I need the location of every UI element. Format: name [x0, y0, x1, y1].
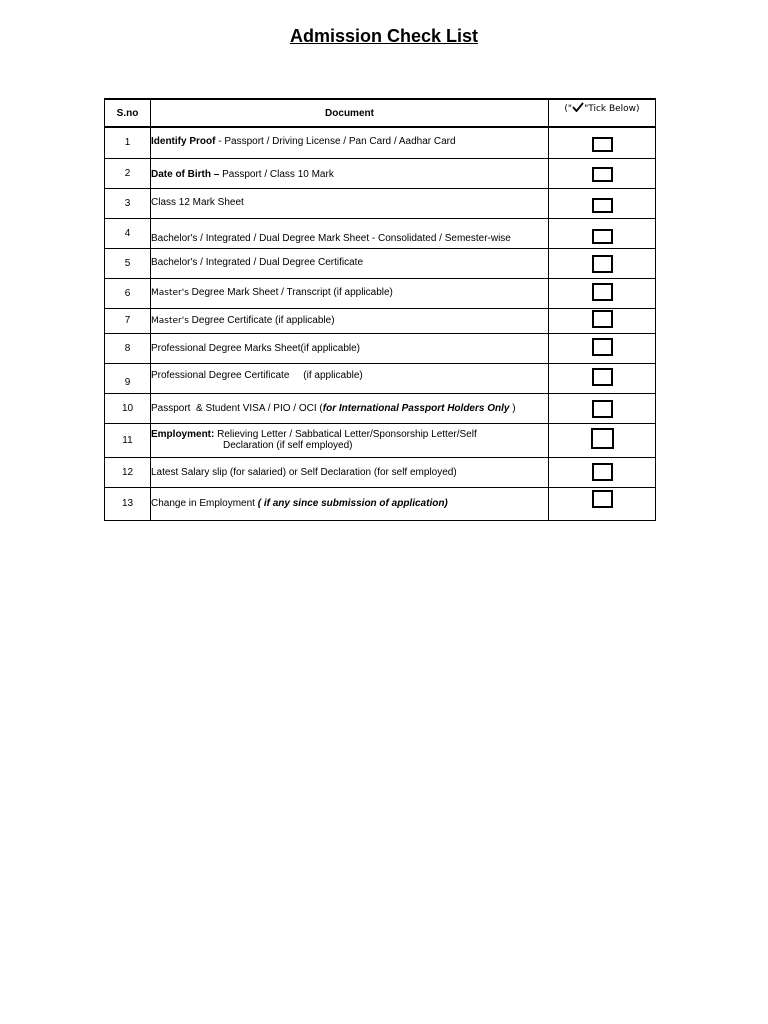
- document-text: Class 12 Mark Sheet: [151, 196, 244, 208]
- row-number: 2: [105, 158, 151, 188]
- document-text: Degree Certificate (if applicable): [188, 314, 335, 326]
- checkbox-icon[interactable]: [592, 400, 613, 418]
- row-number: 3: [105, 188, 151, 218]
- checkbox-icon[interactable]: [592, 310, 613, 328]
- document-header: Document: [151, 99, 549, 127]
- document-cell: [151, 363, 549, 393]
- document-label: Master's: [151, 288, 189, 298]
- table-row: [105, 487, 656, 520]
- checkbox-icon[interactable]: [592, 463, 613, 481]
- document-text: Professional Degree Certificate (if applicable): [151, 369, 363, 381]
- document-text: Relieving Letter / Sabbatical Letter/Sponsorship Letter/Self: [214, 429, 477, 440]
- checklist-table: [104, 98, 656, 521]
- checkbox-icon[interactable]: [592, 137, 613, 152]
- table-row: [105, 218, 656, 248]
- document-cell: [151, 457, 549, 487]
- document-cell: [151, 393, 549, 423]
- tick-cell: [549, 158, 656, 188]
- document-label: Date of Birth –: [151, 168, 220, 180]
- document-cell: [151, 127, 549, 158]
- checkbox-icon[interactable]: [592, 368, 613, 386]
- row-number: 11: [105, 423, 151, 457]
- row-number: 4: [105, 218, 151, 248]
- document-cell: [151, 248, 549, 278]
- tick-cell: [549, 248, 656, 278]
- tick-cell: [549, 487, 656, 520]
- tick-cell: [549, 278, 656, 308]
- document-cell: [151, 308, 549, 333]
- document-text-end: ): [509, 402, 516, 414]
- tick-cell: [549, 393, 656, 423]
- checkbox-icon[interactable]: [592, 198, 613, 213]
- tick-cell: [549, 333, 656, 363]
- sno-header: S.no: [105, 99, 151, 127]
- document-text: Bachelor's / Integrated / Dual Degree Certificate: [151, 256, 364, 268]
- row-number: 13: [105, 487, 151, 520]
- document-text: Passport / Class 10 Mark: [219, 168, 334, 180]
- tick-cell: [549, 127, 656, 158]
- checkbox-icon[interactable]: [592, 255, 613, 273]
- tick-cell: [549, 457, 656, 487]
- row-number: 7: [105, 308, 151, 333]
- document-cell: [151, 218, 549, 248]
- document-text-line2: Declaration (if self employed): [223, 440, 353, 451]
- table-row: [105, 333, 656, 363]
- row-number: 5: [105, 248, 151, 278]
- document-text: Degree Mark Sheet / Transcript (if applicable): [188, 287, 393, 298]
- checkbox-icon[interactable]: [592, 229, 613, 244]
- header-row: [105, 99, 656, 127]
- document-text: Latest Salary slip (for salaried) or Self Declaration (for self employed): [151, 466, 457, 478]
- table-row: [105, 158, 656, 188]
- document-text: - Passport / Driving License / Pan Card / Aadhar Card: [215, 136, 456, 147]
- tick-cell: [549, 218, 656, 248]
- checkbox-icon[interactable]: [592, 338, 613, 356]
- table-row: [105, 308, 656, 333]
- tick-cell: [549, 188, 656, 218]
- row-number: 6: [105, 278, 151, 308]
- document-note: ( if any since submission of application): [257, 498, 448, 509]
- document-text: Bachelor's / Integrated / Dual Degree Mark Sheet - Consolidated / Semester-wise: [151, 232, 511, 244]
- row-number: 10: [105, 393, 151, 423]
- document-label: Identify Proof: [151, 136, 216, 147]
- table-row: [105, 423, 656, 457]
- checkbox-icon[interactable]: [592, 283, 613, 301]
- checkbox-icon[interactable]: [592, 167, 613, 182]
- page-title: [0, 26, 768, 47]
- tick-cell: [549, 308, 656, 333]
- document-cell: [151, 188, 549, 218]
- table-row: [105, 393, 656, 423]
- row-number: 12: [105, 457, 151, 487]
- document-label: Employment:: [151, 429, 215, 440]
- table-row: [105, 363, 656, 393]
- checkbox-icon[interactable]: [591, 428, 614, 449]
- table-row: [105, 248, 656, 278]
- row-number: 8: [105, 333, 151, 363]
- document-note: for International Passport Holders Only: [322, 402, 510, 414]
- document-cell: [151, 487, 549, 520]
- tick-cell: [549, 423, 656, 457]
- tick-header-prefix: (": [564, 104, 573, 114]
- document-cell: [151, 423, 549, 457]
- table-row: [105, 188, 656, 218]
- table-row: [105, 278, 656, 308]
- tick-cell: [549, 363, 656, 393]
- row-number: 9: [105, 363, 151, 393]
- document-cell: [151, 333, 549, 363]
- title-text: Admission Check List: [289, 26, 479, 46]
- checkbox-icon[interactable]: [592, 490, 613, 508]
- tick-header: [549, 99, 656, 127]
- document-text: Professional Degree Marks Sheet(if applicable): [151, 342, 360, 354]
- row-number: 1: [105, 127, 151, 158]
- table-row: [105, 127, 656, 158]
- table-row: [105, 457, 656, 487]
- tick-header-suffix: "Tick Below): [584, 104, 640, 114]
- check-mark-icon: [572, 102, 584, 115]
- document-cell: [151, 278, 549, 308]
- document-text: Passport & Student VISA / PIO / OCI (: [151, 402, 323, 414]
- document-label: Master's: [151, 315, 189, 326]
- document-cell: [151, 158, 549, 188]
- document-text: Change in Employment: [151, 498, 258, 509]
